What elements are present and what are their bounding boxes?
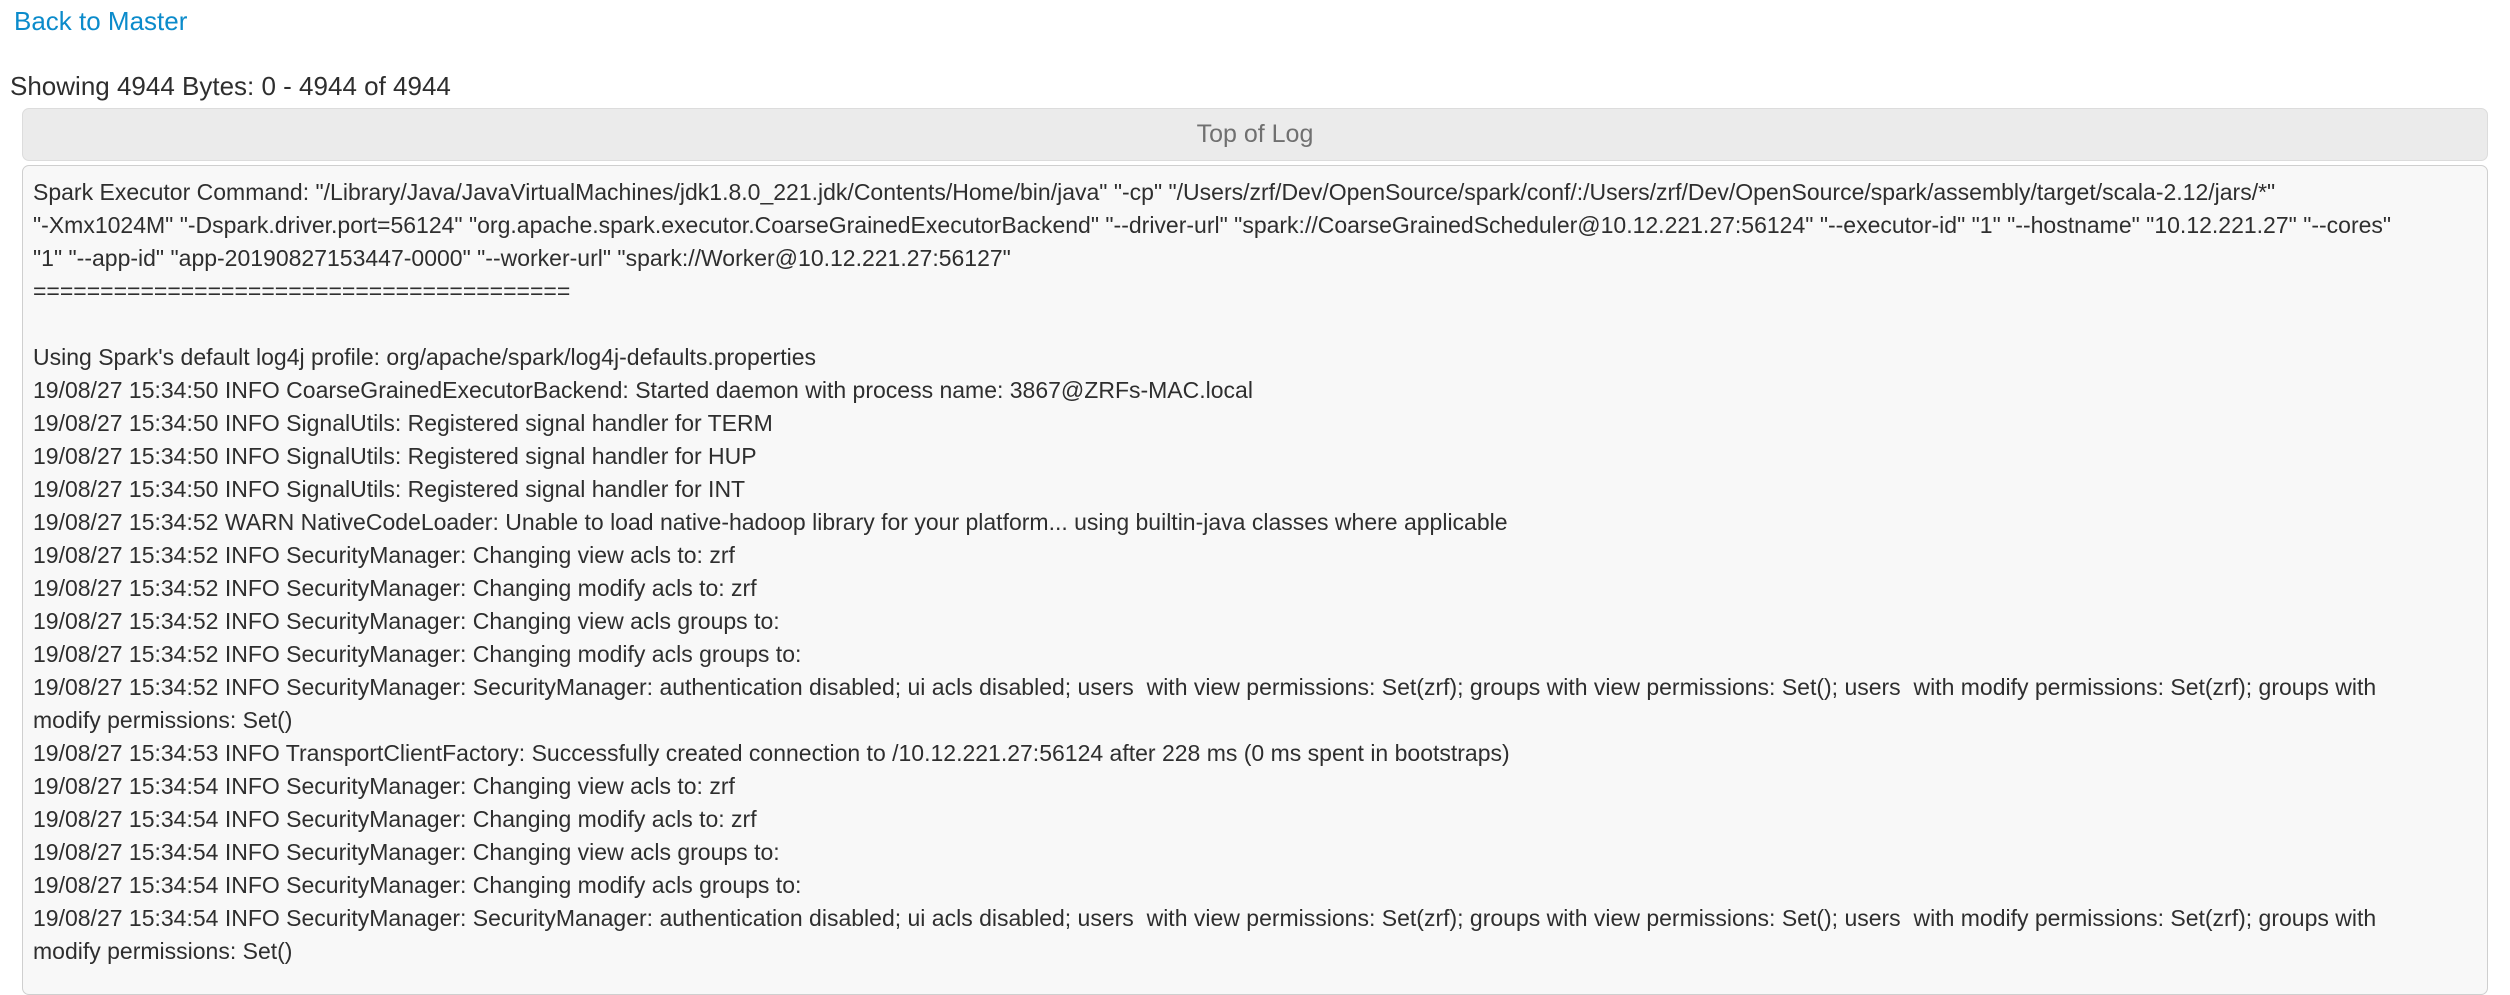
log-line: 19/08/27 15:34:52 INFO SecurityManager: SecurityManager: authentication disabled; ui acls disabled; users with view permissions: Set(zrf); groups with view permissions: Set(); users with modify permissions: Set(zrf); groups with [33,674,2377,700]
byte-range-text: Showing 4944 Bytes: 0 - 4944 of 4944 [10,71,451,101]
log-line: "1" "--app-id" "app-20190827153447-0000" "--worker-url" "spark://Worker@10.12.221.27:56127" [33,245,1011,271]
log-line: 19/08/27 15:34:52 INFO SecurityManager: Changing modify acls groups to: [33,641,802,667]
log-line: 19/08/27 15:34:54 INFO SecurityManager: Changing modify acls groups to: [33,872,802,898]
log-line: 19/08/27 15:34:52 INFO SecurityManager: Changing modify acls to: zrf [33,575,757,601]
log-line: ======================================== [33,278,571,304]
log-line: 19/08/27 15:34:52 INFO SecurityManager: Changing view acls groups to: [33,608,780,634]
log-line: modify permissions: Set() [33,707,293,733]
log-line: 19/08/27 15:34:53 INFO TransportClientFactory: Successfully created connection to /10.12.221.27:56124 after 228 ms (0 ms spent in bootstraps) [33,740,1510,766]
log-line: "-Xmx1024M" "-Dspark.driver.port=56124" "org.apache.spark.executor.CoarseGrainedExecutorBackend" "--driver-url" "spark://CoarseGrainedScheduler@10.12.221.27:56124" "--executor-id" "1" "--hostname" "10.12.221.27" "--cores" [33,212,2392,238]
back-to-master-link[interactable]: Back to Master [14,6,188,36]
log-line: Spark Executor Command: "/Library/Java/JavaVirtualMachines/jdk1.8.0_221.jdk/Contents/Home/bin/java" "-cp" "/Users/zrf/Dev/OpenSource/spark/conf/:/Users/zrf/Dev/OpenSource/spark/assembly/target/scala-2.12/jars/*" [33,179,2276,205]
log-line: 19/08/27 15:34:54 INFO SecurityManager: Changing modify acls to: zrf [33,806,757,832]
log-line: 19/08/27 15:34:54 INFO SecurityManager: Changing view acls groups to: [33,839,780,865]
log-line: 19/08/27 15:34:54 INFO SecurityManager: SecurityManager: authentication disabled; ui acls disabled; users with view permissions: Set(zrf); groups with view permissions: Set(); users with modify permissions: Set(zrf); groups with [33,905,2377,931]
log-scroll-container[interactable] [22,165,2488,995]
log-text [33,176,2475,968]
log-line: modify permissions: Set() [33,938,293,964]
log-line: 19/08/27 15:34:50 INFO SignalUtils: Registered signal handler for TERM [33,410,773,436]
log-line: 19/08/27 15:34:50 INFO CoarseGrainedExecutorBackend: Started daemon with process name: 3867@ZRFs-MAC.local [33,377,1253,403]
log-line: 19/08/27 15:34:50 INFO SignalUtils: Registered signal handler for INT [33,476,746,502]
log-line: 19/08/27 15:34:54 INFO SecurityManager: Changing view acls to: zrf [33,773,735,799]
top-of-log-button[interactable]: Top of Log [22,108,2488,161]
log-line: 19/08/27 15:34:52 INFO SecurityManager: Changing view acls to: zrf [33,542,735,568]
log-line [33,308,2475,341]
log-line: 19/08/27 15:34:52 WARN NativeCodeLoader: Unable to load native-hadoop library for your platform... using builtin-java classes where applicable [33,509,1508,535]
log-line: 19/08/27 15:34:50 INFO SignalUtils: Registered signal handler for HUP [33,443,757,469]
log-line: Using Spark's default log4j profile: org/apache/spark/log4j-defaults.properties [33,344,816,370]
